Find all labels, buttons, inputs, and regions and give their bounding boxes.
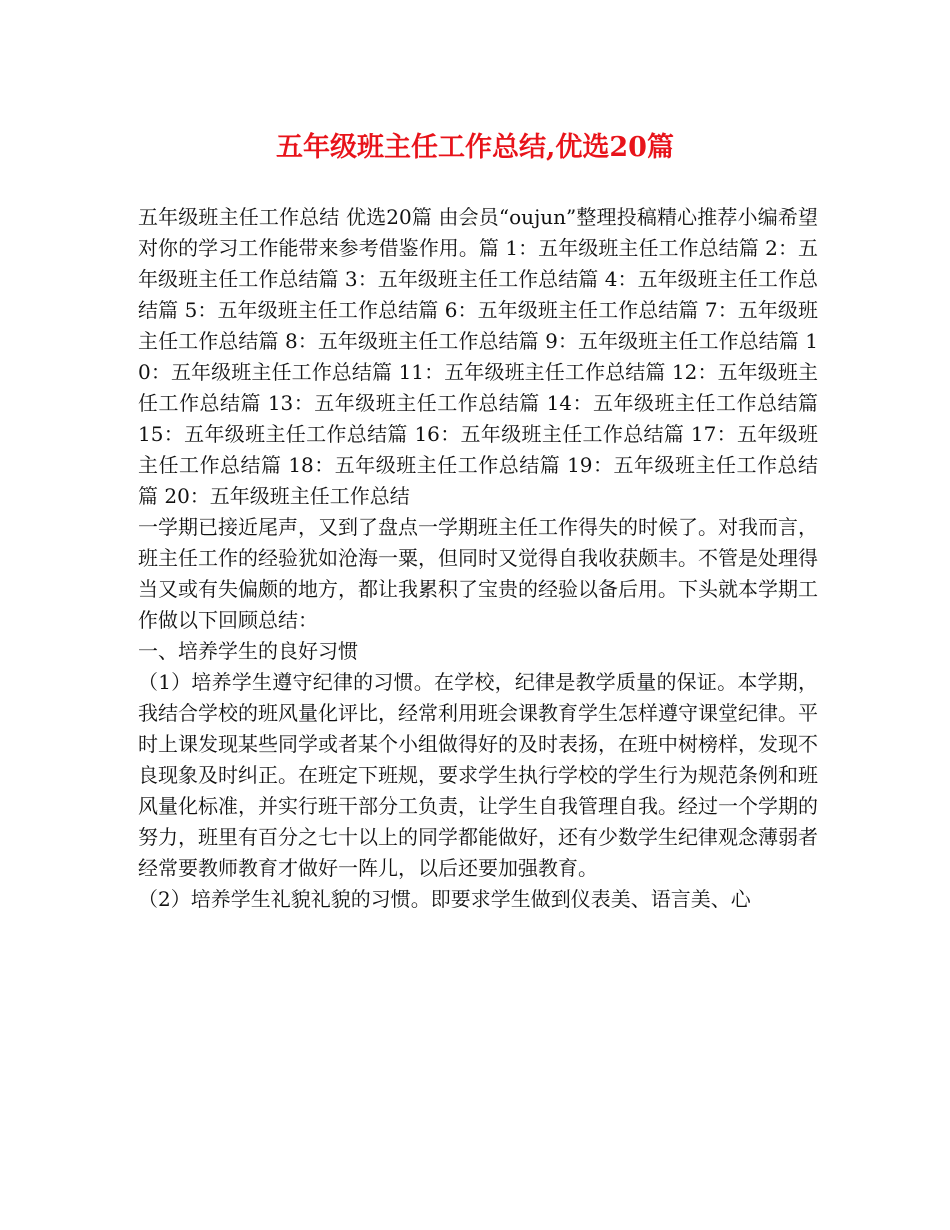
paragraph-intro: 五年级班主任工作总结 优选20篇 由会员“oujun”整理投稿精心推荐小编希望对你的学习工作能带来参考借鉴作用。篇 1：五年级班主任工作总结篇 2：五年级班主任工作总结篇 3：五年级班主任工作总结篇 4：五年级班主任工作总结篇 5：五年级班主任工作总结篇 6：五年级班主任工作总结篇 7：五年级班主任工作总结篇 8：五年级班主任工作总结篇 9：五年级班主任工作总结篇 10：五年级班主任工作总结篇 11：五年级班主任工作总结篇 12：五年级班主任工作总结篇 13：五年级班主任工作总结篇 14：五年级班主任工作总结篇 15：五年级班主任工作总结篇 16：五年级班主任工作总结篇 17：五年级班主任工作总结篇 18：五年级班主任工作总结篇 19：五年级班主任工作总结篇 20：五年级班主任工作总结 <box>138 205 818 508</box>
section-heading-habits: 一、培养学生的良好习惯 <box>138 639 358 663</box>
paragraph-manners: （2）培养学生礼貌礼貌的习惯。即要求学生做到仪表美、语言美、心 <box>138 887 751 911</box>
document-title: 五年级班主任工作总结,优选20篇 <box>276 132 674 163</box>
document-body <box>138 202 818 915</box>
paragraph-discipline: （1）培养学生遵守纪律的习惯。在学校，纪律是教学质量的保证。本学期，我结合学校的班风量化评比，经常利用班会课教育学生怎样遵守课堂纪律。平时上课发现某些同学或者某个小组做得好的及时表扬，在班中树榜样，发现不良现象及时纠正。在班定下班规，要求学生执行学校的学生行为规范条例和班风量化标准，并实行班干部分工负责，让学生自我管理自我。经过一个学期的努力，班里有百分之七十以上的同学都能做好，还有少数学生纪律观念薄弱者经常要教师教育才做好一阵儿，以后还要加强教育。 <box>138 670 818 880</box>
paragraph-opening: 一学期已接近尾声，又到了盘点一学期班主任工作得失的时候了。对我而言，班主任工作的经验犹如沧海一粟，但同时又觉得自我收获颇丰。不管是处理得当又或有失偏颇的地方，都让我累积了宝贵的经验以备后用。下头就本学期工作做以下回顾总结： <box>138 515 818 632</box>
